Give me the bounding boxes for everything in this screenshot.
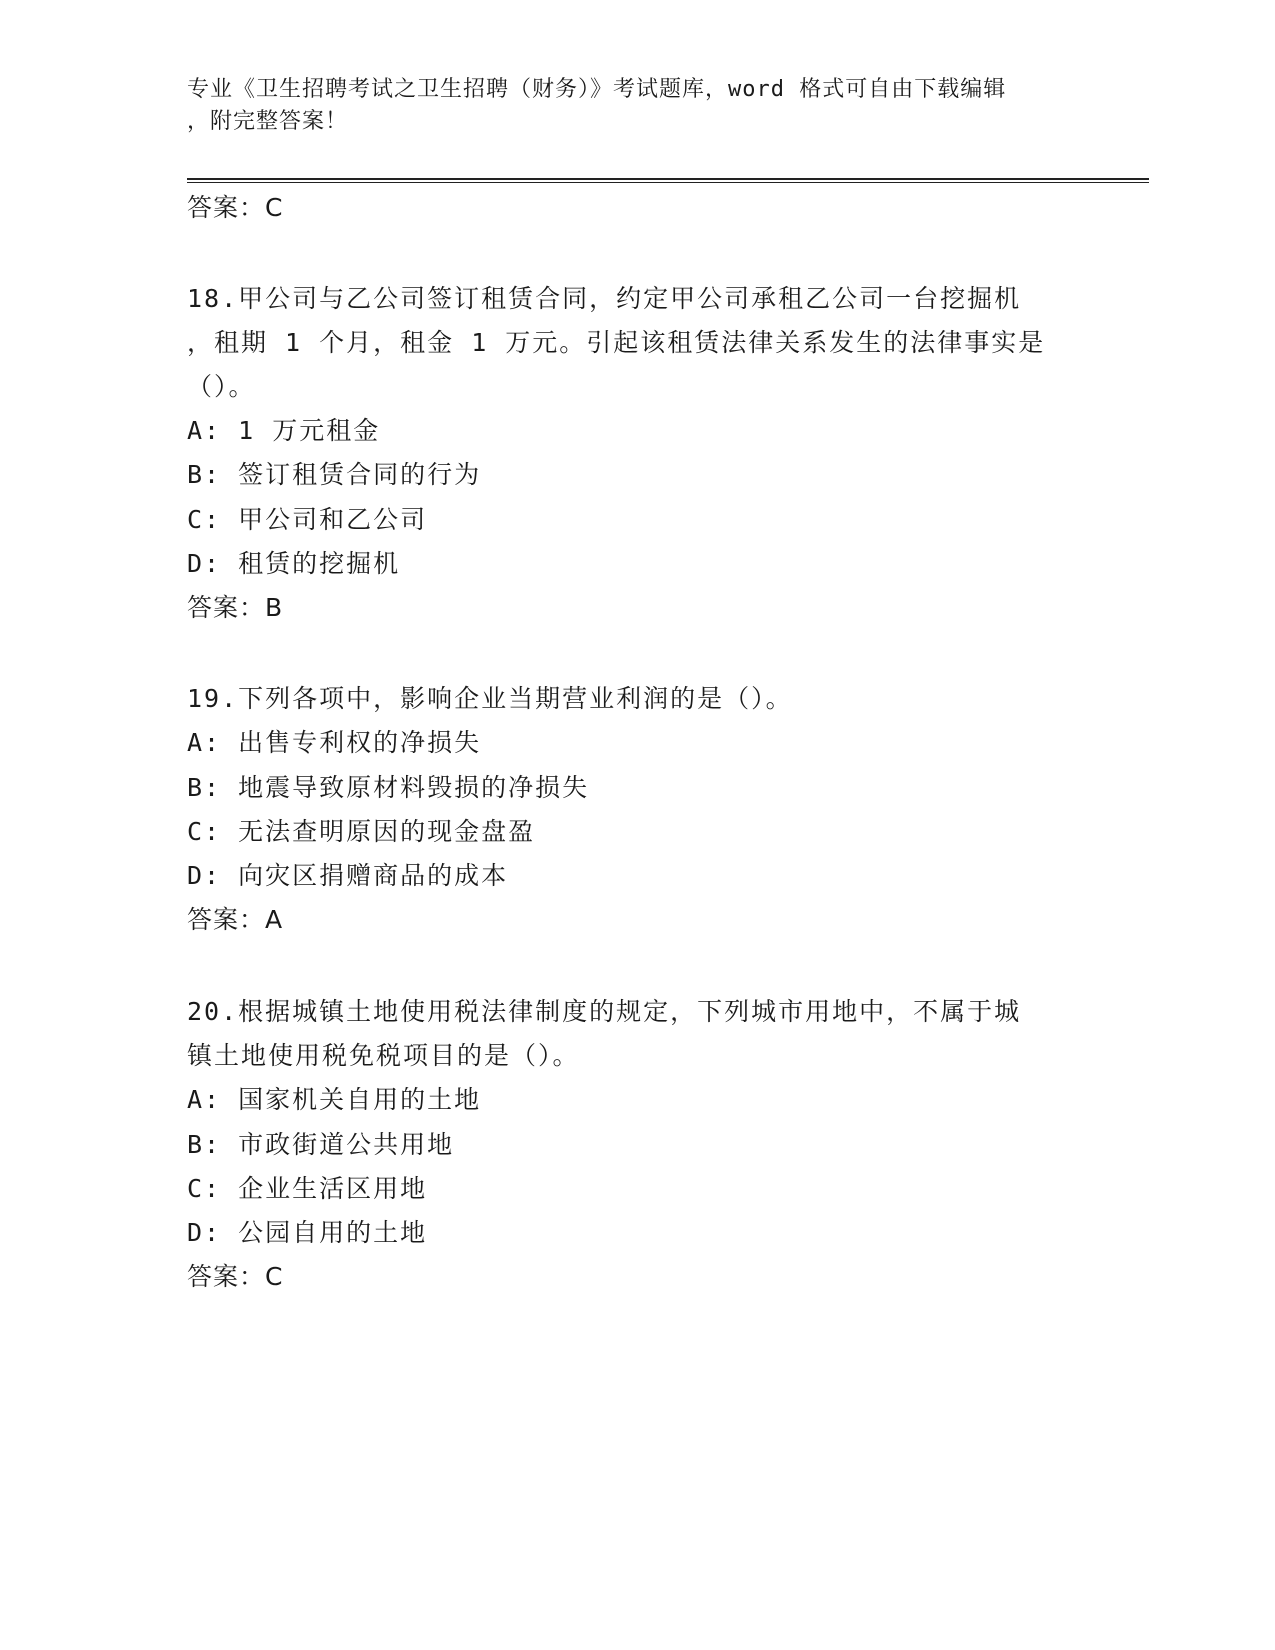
question-20-option-d: D: 公园自用的土地 bbox=[187, 1218, 428, 1247]
question-19-option-a: A: 出售专利权的净损失 bbox=[187, 728, 482, 757]
header-line-1: 专业《卫生招聘考试之卫生招聘（财务）》考试题库，word 格式可自由下载编辑 bbox=[187, 77, 1007, 102]
question-18-stem-line-1: 18.甲公司与乙公司签订租赁合同，约定甲公司承租乙公司一台挖掘机 bbox=[187, 284, 1022, 313]
question-19-option-b: B: 地震导致原材料毁损的净损失 bbox=[187, 773, 590, 802]
question-18-option-b: B: 签订租赁合同的行为 bbox=[187, 460, 482, 489]
question-20-stem-line-2: 镇土地使用税免税项目的是（）。 bbox=[187, 1041, 580, 1070]
question-19-option-d: D: 向灾区捐赠商品的成本 bbox=[187, 861, 509, 890]
page-header bbox=[187, 74, 1087, 138]
question-18-option-a: A: 1 万元租金 bbox=[187, 416, 381, 445]
question-18-answer: 答案：B bbox=[187, 593, 284, 622]
question-20-option-c: C: 企业生活区用地 bbox=[187, 1174, 428, 1203]
header-line-2: ，附完整答案！ bbox=[187, 109, 349, 134]
question-19-answer: 答案：A bbox=[187, 905, 284, 934]
question-18-option-d: D: 租赁的挖掘机 bbox=[187, 549, 401, 578]
question-19-stem-line-1: 19.下列各项中，影响企业当期营业利润的是（）。 bbox=[187, 684, 793, 713]
question-19-option-c: C: 无法查明原因的现金盘盈 bbox=[187, 817, 536, 846]
header-divider bbox=[187, 178, 1149, 180]
question-18-stem-line-3: （）。 bbox=[187, 372, 256, 401]
question-20-option-a: A: 国家机关自用的土地 bbox=[187, 1085, 482, 1114]
question-20-stem-line-1: 20.根据城镇土地使用税法律制度的规定，下列城市用地中，不属于城 bbox=[187, 997, 1022, 1026]
header-divider-thin bbox=[187, 182, 1149, 183]
question-20-answer: 答案：C bbox=[187, 1262, 284, 1291]
question-20-option-b: B: 市政街道公共用地 bbox=[187, 1130, 455, 1159]
question-18-stem-line-2: ，租期 1 个月，租金 1 万元。引起该租赁法律关系发生的法律事实是 bbox=[187, 328, 1046, 357]
question-18-option-c: C: 甲公司和乙公司 bbox=[187, 505, 428, 534]
answer-17: 答案：C bbox=[187, 193, 284, 222]
